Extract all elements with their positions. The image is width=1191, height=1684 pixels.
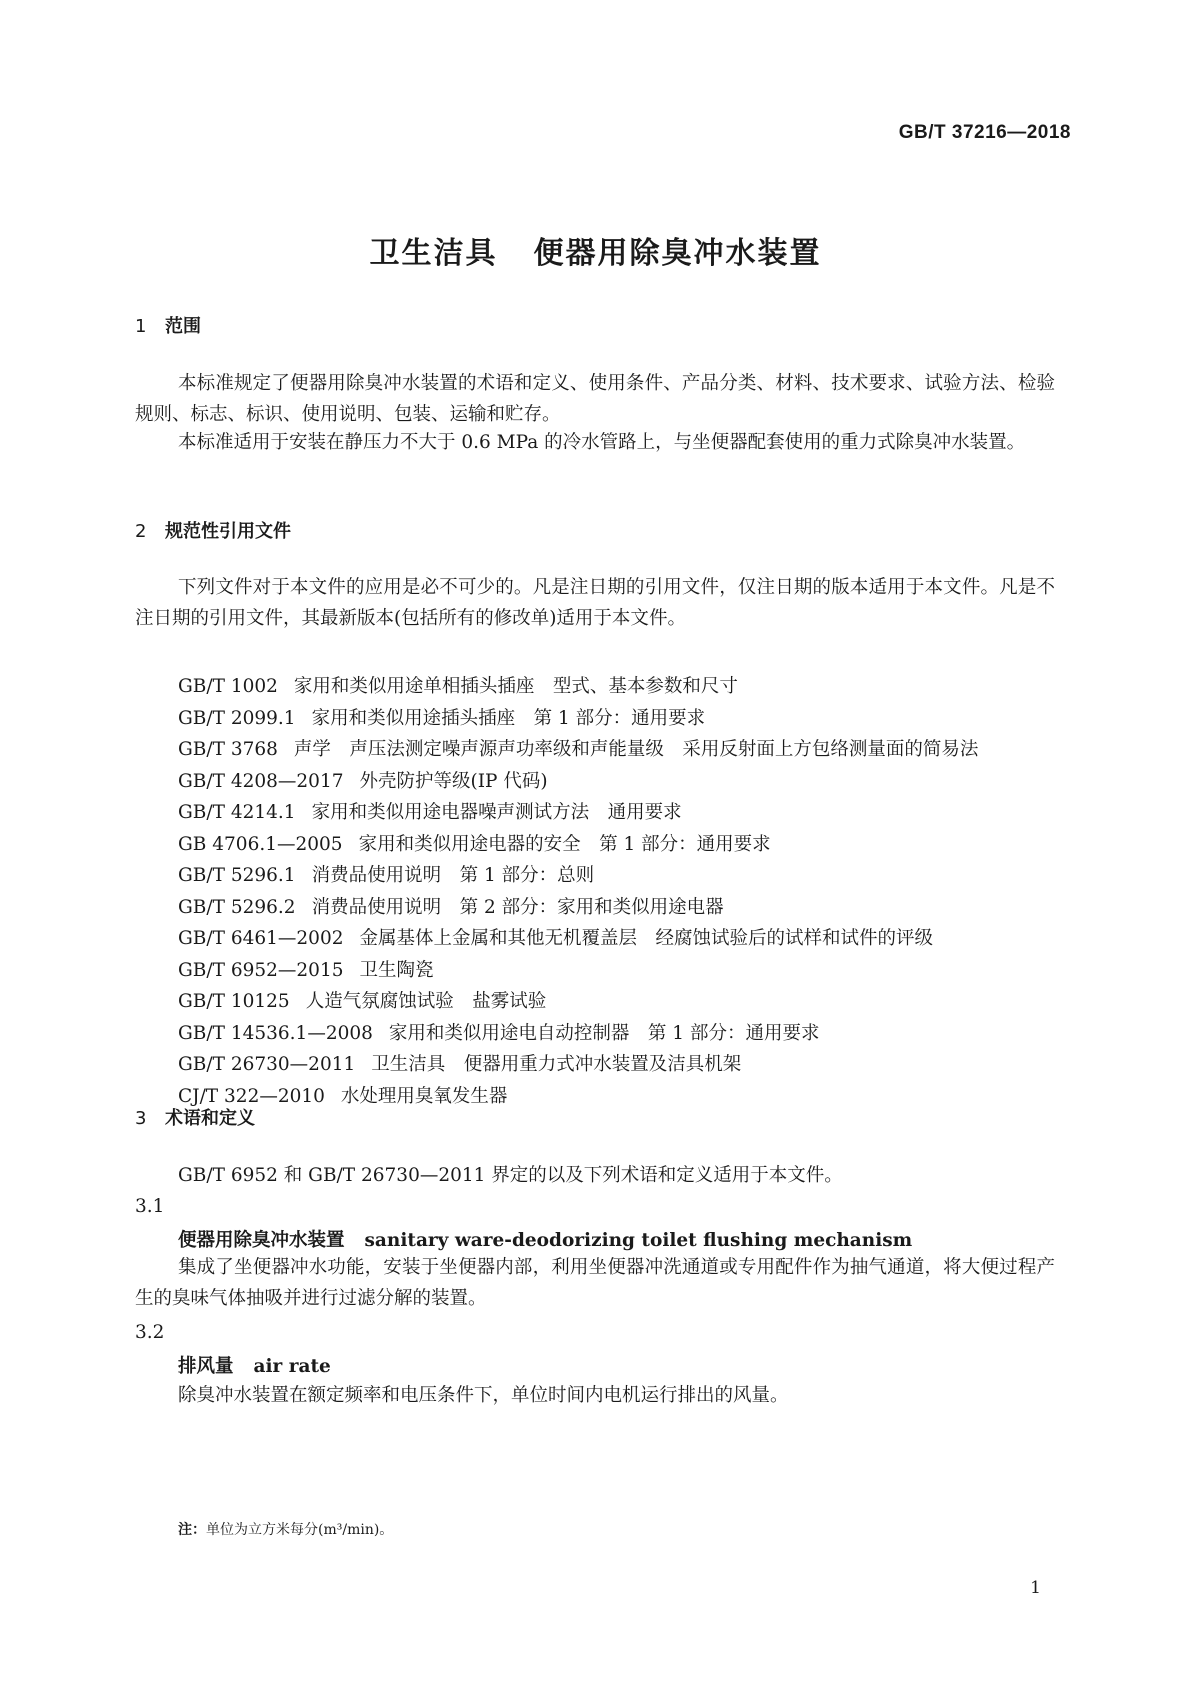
scope-paragraph-1: 本标准规定了便器用除臭冲水装置的术语和定义、使用条件、产品分类、材料、技术要求、试验方法、检验规则、标志、标识、使用说明、包装、运输和贮存。 [135,373,1055,425]
title-part-2: 便器用除臭冲水装置 [533,236,822,271]
section-title: 规范性引用文件 [165,521,291,542]
note-label: 注： [178,1522,206,1538]
terms-intro: GB/T 6952 和 GB/T 26730—2011 界定的以及下列术语和定义适用于本文件。 [178,1165,843,1186]
scope-paragraph-2: 本标准适用于安装在静压力不大于 0.6 MPa 的冷水管路上，与坐便器配套使用的重力式除臭冲水装置。 [178,432,1026,453]
reference-item: GB/T 5296.2 消费品使用说明 第 2 部分：家用和类似用途电器 [178,896,724,918]
reference-item: GB/T 2099.1 家用和类似用途插头插座 第 1 部分：通用要求 [178,707,706,729]
reference-item: GB/T 26730—2011 卫生洁具 便器用重力式冲水装置及洁具机架 [178,1054,742,1075]
reference-item: GB 4706.1—2005 家用和类似用途电器的安全 第 1 部分：通用要求 [178,833,771,855]
reference-item: GB/T 1002 家用和类似用途单相插头插座 型式、基本参数和尺寸 [178,676,738,697]
reference-item: GB/T 6461—2002 金属基体上金属和其他无机覆盖层 经腐蚀试验后的试样和试件的评级 [178,928,934,949]
term-number: 3.2 [135,1322,165,1343]
document-title [0,228,1191,272]
term-3-2 [178,1352,331,1378]
section-3-heading [135,1104,255,1130]
term-3-2-definition: 除臭冲水装置在额定频率和电压条件下，单位时间内电机运行排出的风量。 [178,1385,789,1406]
reference-item: GB/T 6952—2015 卫生陶瓷 [178,959,434,981]
reference-item: GB/T 10125 人造气氛腐蚀试验 盐雾试验 [178,991,547,1012]
section-number: 2 [135,521,147,542]
section-2-heading [135,517,291,543]
reference-item: GB/T 4214.1 家用和类似用途电器噪声测试方法 通用要求 [178,802,682,823]
term-3-1 [178,1226,912,1252]
term-chinese: 便器用除臭冲水装置 [178,1230,345,1251]
normative-references-intro: 下列文件对于本文件的应用是必不可少的。凡是注日期的引用文件，仅注日期的版本适用于本文件。凡是不注日期的引用文件，其最新版本(包括所有的修改单)适用于本文件。 [135,577,1055,629]
note-text: 单位为立方米每分(m³/min)。 [206,1522,394,1538]
term-english: air rate [253,1356,331,1377]
term-english: sanitary ware-deodorizing toilet flushing mechanism [364,1230,913,1251]
reference-item: GB/T 5296.1 消费品使用说明 第 1 部分：总则 [178,865,595,886]
note [178,1519,393,1539]
term-number: 3.1 [135,1196,165,1217]
reference-list [135,671,1055,1112]
reference-item: GB/T 14536.1—2008 家用和类似用途电自动控制器 第 1 部分：通用要求 [178,1022,820,1044]
standard-number: GB/T 37216—2018 [898,122,1071,143]
section-number: 3 [135,1108,147,1129]
section-number: 1 [135,316,147,337]
term-3-1-definition: 集成了坐便器冲水功能，安装于坐便器内部，利用坐便器冲洗通道或专用配件作为抽气通道，将大便过程产生的臭味气体抽吸并进行过滤分解的装置。 [135,1257,1055,1309]
section-title: 范围 [165,316,201,337]
reference-item: CJ/T 322—2010 水处理用臭氧发生器 [178,1085,508,1107]
section-title: 术语和定义 [165,1108,255,1129]
page-number: 1 [1030,1578,1041,1598]
title-part-1: 卫生洁具 [369,236,498,271]
reference-item: GB/T 4208—2017 外壳防护等级(IP 代码) [178,770,548,792]
term-chinese: 排风量 [178,1356,234,1377]
section-1-heading [135,312,201,338]
reference-item: GB/T 3768 声学 声压法测定噪声源声功率级和声能量级 采用反射面上方包络测量面的简易法 [178,739,979,760]
